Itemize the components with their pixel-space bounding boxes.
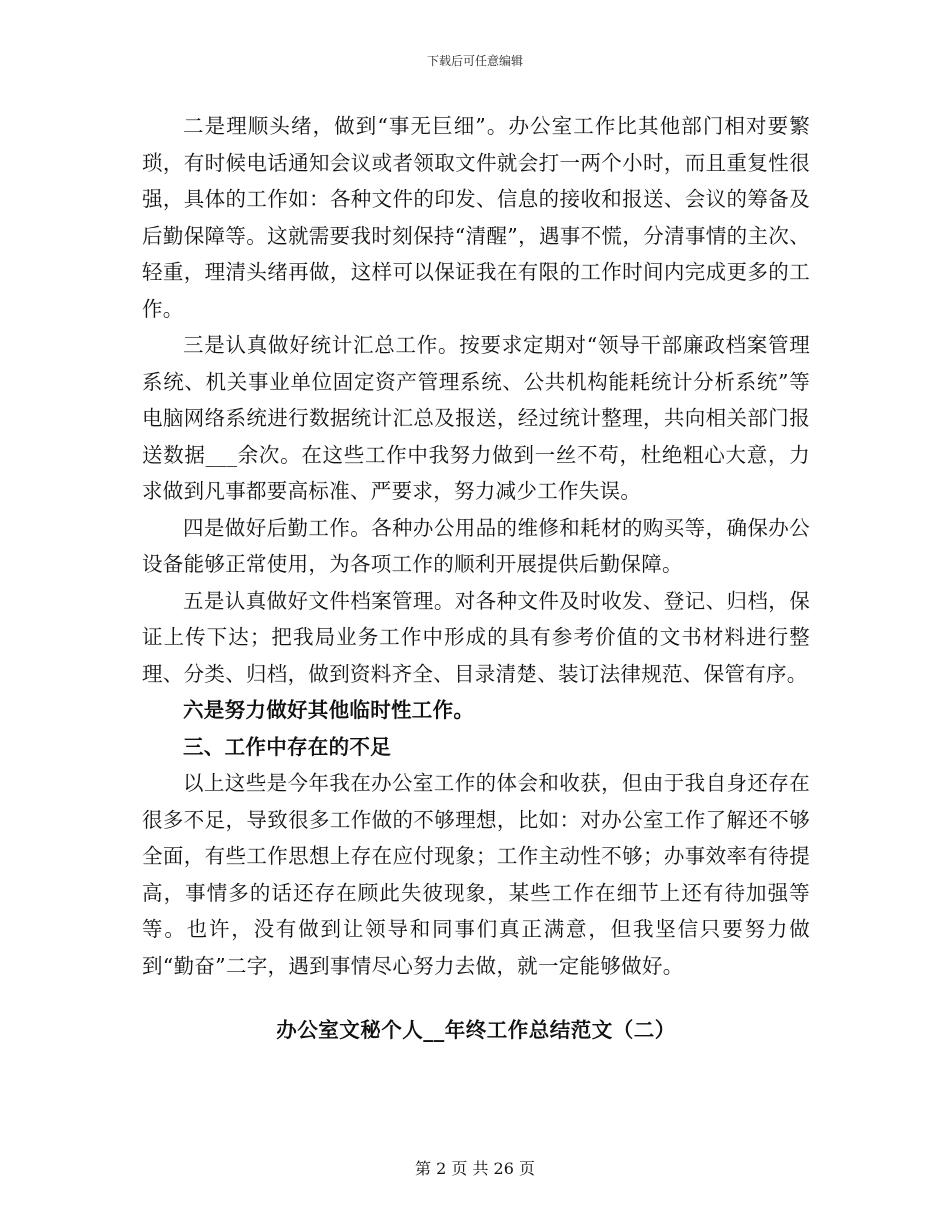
paragraph-point-four: 四是做好后勤工作。各种办公用品的维修和耗材的购买等，确保办公设备能够正常使用，为各项工作的顺利开展提供后勤保障。 — [142, 515, 810, 576]
page-header: 下载后可任意编辑 — [426, 54, 523, 68]
document-body — [142, 108, 810, 1049]
paragraph-point-five: 五是认真做好文件档案管理。对各种文件及时收发、登记、归档，保证上传下达；把我局业务工作中形成的具有参考价值的文书材料进行整理、分类、归档，做到资料齐全、目录清楚、装订法律规范、保管有序。 — [142, 588, 810, 686]
paragraph-point-two: 二是理顺头绪，做到“事无巨细”。办公室工作比其他部门相对要繁琐，有时候电话通知会议或者领取文件就会打一两个小时，而且重复性很强，具体的工作如：各种文件的印发、信息的接收和报送、会议的筹备及后勤保障等。这就需要我时刻保持“清醒”，遇事不慌，分清事情的主次、轻重，理清头绪再做，这样可以保证我在有限的工作时间内完成更多的工作。 — [142, 114, 810, 321]
paragraph-shortcomings: 以上这些是今年我在办公室工作的体会和收获，但由于我自身还存在很多不足，导致很多工作做的不够理想，比如：对办公室工作了解还不够全面，有些工作思想上存在应付现象；工作主动性不够；办事效率有待提高，事情多的话还存在顾此失彼现象，某些工作在细节上还有待加强等等。也许，没有做到让领导和同事们真正满意，但我坚信只要努力做到“勤奋”二字，遇到事情尽心努力去做，就一定能够做好。 — [142, 771, 810, 978]
document-title: 办公室文秘个人__年终工作总结范文（二） — [276, 1018, 676, 1042]
paragraph-point-three: 三是认真做好统计汇总工作。按要求定期对“领导干部廉政档案管理系统、机关事业单位固定资产管理系统、公共机构能耗统计分析系统”等电脑网络系统进行数据统计汇总及报送，经过统计整理，共向相关部门报送数据___余次。在这些工作中我努力做到一丝不苟，杜绝粗心大意，力求做到凡事都要高标准、严要求，努力减少工作失误。 — [142, 333, 810, 503]
paragraph-point-six: 六是努力做好其他临时性工作。 — [183, 698, 475, 722]
section-heading-shortcomings: 三、工作中存在的不足 — [183, 734, 391, 759]
page-number-footer: 第 2 页 共 26 页 — [415, 1159, 535, 1178]
